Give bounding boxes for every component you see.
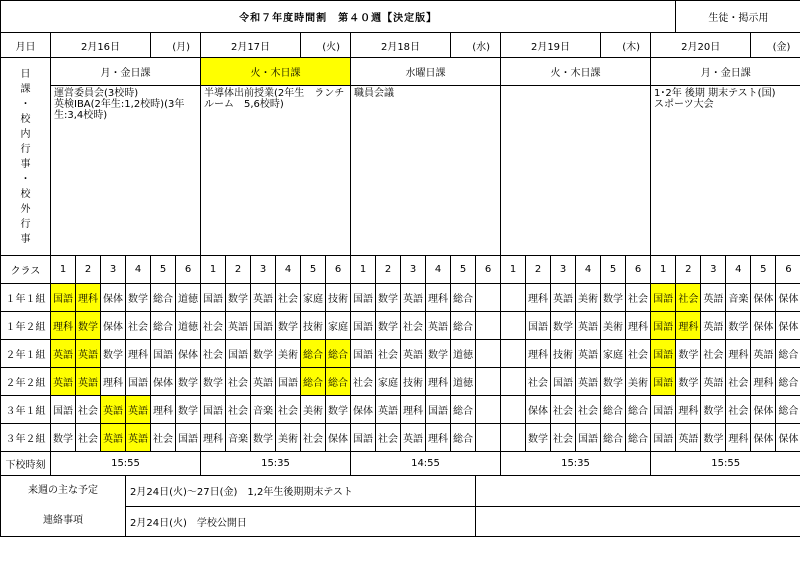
subject-cell: 英語	[251, 368, 276, 396]
subject-cell	[501, 424, 526, 452]
dismissal-label: 下校時刻	[1, 452, 51, 476]
period-number: 3	[251, 256, 276, 284]
subject-cell: 技術	[301, 312, 326, 340]
subject-cell: 数学	[376, 312, 401, 340]
subject-cell: 英語	[576, 312, 601, 340]
subject-cell: 国語	[426, 396, 451, 424]
subject-cell: 英語	[701, 312, 726, 340]
subject-cell: 理科	[676, 396, 701, 424]
dismissal-time: 15:55	[51, 452, 201, 476]
subject-cell: 国語	[176, 424, 201, 452]
subject-cell: 保体	[751, 312, 776, 340]
subject-cell: 音楽	[251, 396, 276, 424]
subject-cell: 英語	[576, 368, 601, 396]
event-item: 半導体出前授業(2年生 ランチルーム 5,6校時)	[204, 88, 345, 110]
subject-cell: 総合	[776, 368, 800, 396]
page-subtitle: 生徒・掲示用	[676, 1, 800, 33]
subject-cell: 数学	[251, 424, 276, 452]
subject-cell: 英語	[701, 368, 726, 396]
subject-cell: 英語	[576, 340, 601, 368]
daily-events-label-char: 外	[20, 203, 31, 215]
daily-events-label-char: 校	[20, 113, 31, 125]
subject-cell: 社会	[151, 424, 176, 452]
subject-cell: 英語	[551, 284, 576, 312]
day-schedule-type: 火・木日課	[501, 58, 651, 86]
subject-cell: 数学	[676, 340, 701, 368]
subject-cell: 美術	[276, 340, 301, 368]
subject-cell: 社会	[626, 340, 651, 368]
class-name: ２年２組	[1, 368, 51, 396]
subject-cell: 社会	[726, 368, 751, 396]
subject-cell: 総合	[451, 312, 476, 340]
subject-cell: 英語	[101, 396, 126, 424]
subject-cell: 道徳	[176, 312, 201, 340]
subject-cell: 数学	[101, 340, 126, 368]
subject-cell: 数学	[276, 312, 301, 340]
period-number: 2	[526, 256, 551, 284]
subject-cell: 家庭	[601, 340, 626, 368]
day-of-week: (水)	[451, 33, 501, 58]
day-date: 2月20日	[651, 33, 751, 58]
subject-cell: 道徳	[451, 368, 476, 396]
subject-cell: 英語	[226, 312, 251, 340]
subject-cell: 家庭	[376, 368, 401, 396]
subject-cell: 英語	[51, 340, 76, 368]
subject-cell: 国語	[651, 396, 676, 424]
period-number: 5	[301, 256, 326, 284]
class-name: １年２組	[1, 312, 51, 340]
dismissal-time: 15:35	[501, 452, 651, 476]
subject-cell: 保体	[776, 312, 800, 340]
subject-cell: 理科	[401, 396, 426, 424]
subject-cell: 技術	[326, 284, 351, 312]
month-day-label: 月日	[1, 33, 51, 58]
subject-cell	[501, 312, 526, 340]
subject-cell: 保体	[351, 396, 376, 424]
class-name: ３年１組	[1, 396, 51, 424]
subject-cell: 社会	[376, 340, 401, 368]
subject-cell: 総合	[451, 424, 476, 452]
event-item: 英検IBA(2年生:1,2校時)(3年生:3,4校時)	[54, 99, 185, 121]
subject-cell: 国語	[651, 368, 676, 396]
subject-cell: 美術	[601, 312, 626, 340]
subject-cell: 社会	[551, 424, 576, 452]
day-date: 2月18日	[351, 33, 451, 58]
subject-cell: 社会	[576, 396, 601, 424]
subject-cell: 理科	[676, 312, 701, 340]
subject-cell: 数学	[176, 368, 201, 396]
subject-cell: 数学	[726, 312, 751, 340]
subject-cell: 社会	[76, 424, 101, 452]
subject-cell: 数学	[226, 284, 251, 312]
page-title: 令和７年度時間割 第４０週【決定版】	[1, 1, 676, 33]
subject-cell	[501, 340, 526, 368]
period-number: 3	[701, 256, 726, 284]
subject-cell: 数学	[601, 368, 626, 396]
day-of-week: (金)	[751, 33, 800, 58]
subject-cell: 数学	[201, 368, 226, 396]
subject-cell: 数学	[426, 340, 451, 368]
period-number: 1	[351, 256, 376, 284]
subject-cell: 英語	[751, 340, 776, 368]
day-events	[651, 86, 800, 256]
subject-cell: 保体	[526, 396, 551, 424]
subject-cell: 数学	[376, 284, 401, 312]
class-name: ３年２組	[1, 424, 51, 452]
period-number: 3	[101, 256, 126, 284]
subject-cell: 英語	[101, 424, 126, 452]
note-item: 2月24日(火) 学校公開日	[126, 506, 476, 537]
subject-cell: 家庭	[301, 284, 326, 312]
daily-events-label-char: 課	[20, 83, 31, 95]
day-date: 2月17日	[201, 33, 301, 58]
subject-cell: 国語	[551, 368, 576, 396]
notes-labels	[1, 476, 126, 537]
event-item: 職員会議	[354, 88, 394, 99]
subject-cell: 道徳	[451, 340, 476, 368]
subject-cell	[501, 284, 526, 312]
subject-cell: 数学	[551, 312, 576, 340]
subject-cell: 理科	[526, 284, 551, 312]
subject-cell: 保体	[751, 424, 776, 452]
class-label: クラス	[1, 256, 51, 284]
subject-cell: 総合	[601, 396, 626, 424]
subject-cell: 理科	[201, 424, 226, 452]
subject-cell: 美術	[301, 396, 326, 424]
subject-cell: 国語	[226, 340, 251, 368]
subject-cell: 理科	[726, 340, 751, 368]
subject-cell: 理科	[151, 396, 176, 424]
subject-cell: 社会	[676, 284, 701, 312]
subject-cell: 国語	[651, 284, 676, 312]
subject-cell: 社会	[551, 396, 576, 424]
subject-cell: 社会	[276, 284, 301, 312]
subject-cell: 保体	[101, 312, 126, 340]
subject-cell: 理科	[426, 284, 451, 312]
subject-cell: 音楽	[226, 424, 251, 452]
subject-cell: 数学	[701, 396, 726, 424]
daily-events-label-char: 事	[20, 233, 31, 245]
subject-cell: 数学	[676, 368, 701, 396]
event-item: 1･2年 後期 期末テスト(国)	[654, 88, 776, 99]
period-number: 6	[776, 256, 800, 284]
subject-cell: 社会	[226, 396, 251, 424]
subject-cell: 数学	[176, 396, 201, 424]
subject-cell: 数学	[51, 424, 76, 452]
daily-events-label-char: 行	[20, 143, 31, 155]
day-events	[51, 86, 201, 256]
subject-cell: 数学	[526, 424, 551, 452]
subject-cell: 国語	[351, 424, 376, 452]
dismissal-time: 14:55	[351, 452, 501, 476]
subject-cell: 理科	[426, 368, 451, 396]
subject-cell	[476, 396, 501, 424]
subject-cell: 国語	[526, 312, 551, 340]
period-number: 4	[726, 256, 751, 284]
daily-events-label	[1, 58, 51, 256]
subject-cell: 家庭	[326, 312, 351, 340]
subject-cell: 国語	[276, 368, 301, 396]
subject-cell: 総合	[451, 284, 476, 312]
day-events	[351, 86, 501, 256]
subject-cell: 理科	[526, 340, 551, 368]
subject-cell: 社会	[701, 340, 726, 368]
subject-cell: 総合	[301, 368, 326, 396]
subject-cell: 総合	[626, 424, 651, 452]
note-item: 2月24日(火)～27日(金) 1,2年生後期期末テスト	[126, 476, 476, 507]
daily-events-label-char: ・	[20, 173, 31, 185]
subject-cell: 社会	[126, 312, 151, 340]
subject-cell	[476, 368, 501, 396]
day-events	[501, 86, 651, 256]
subject-cell	[476, 312, 501, 340]
period-number: 1	[651, 256, 676, 284]
subject-cell: 技術	[401, 368, 426, 396]
subject-cell: 数学	[601, 284, 626, 312]
subject-cell: 総合	[776, 340, 800, 368]
day-events	[201, 86, 351, 256]
subject-cell: 総合	[451, 396, 476, 424]
period-number: 1	[51, 256, 76, 284]
subject-cell: 音楽	[726, 284, 751, 312]
subject-cell: 技術	[551, 340, 576, 368]
subject-cell: 数学	[76, 312, 101, 340]
subject-cell: 国語	[576, 424, 601, 452]
period-number: 2	[76, 256, 101, 284]
subject-cell: 総合	[776, 396, 800, 424]
subject-cell: 英語	[401, 340, 426, 368]
subject-cell: 保体	[776, 284, 800, 312]
note-blank	[476, 476, 800, 507]
subject-cell: 保体	[326, 424, 351, 452]
subject-cell: 英語	[376, 396, 401, 424]
period-number: 6	[176, 256, 201, 284]
subject-cell: 英語	[76, 340, 101, 368]
subject-cell: 英語	[51, 368, 76, 396]
subject-cell: 英語	[251, 284, 276, 312]
subject-cell: 総合	[326, 340, 351, 368]
daily-events-label-char: 事	[20, 158, 31, 170]
period-number: 1	[201, 256, 226, 284]
day-schedule-type: 水曜日課	[351, 58, 501, 86]
subject-cell: 保体	[751, 284, 776, 312]
period-number: 5	[151, 256, 176, 284]
dismissal-time: 15:35	[201, 452, 351, 476]
period-number: 5	[601, 256, 626, 284]
day-schedule-type: 月・金日課	[651, 58, 800, 86]
subject-cell: 社会	[201, 312, 226, 340]
daily-events-label-char: ・	[20, 98, 31, 110]
event-item: 運営委員会(3校時)	[54, 88, 139, 99]
subject-cell: 英語	[76, 368, 101, 396]
subject-cell: 国語	[201, 284, 226, 312]
subject-cell: 国語	[651, 340, 676, 368]
day-date: 2月19日	[501, 33, 601, 58]
subject-cell	[476, 424, 501, 452]
subject-cell: 総合	[626, 396, 651, 424]
subject-cell: 英語	[701, 284, 726, 312]
daily-events-label-char: 内	[20, 128, 31, 140]
subject-cell: 英語	[426, 312, 451, 340]
subject-cell: 保体	[176, 340, 201, 368]
subject-cell: 理科	[101, 368, 126, 396]
subject-cell: 総合	[326, 368, 351, 396]
note-blank	[476, 506, 800, 537]
subject-cell: 美術	[626, 368, 651, 396]
subject-cell: 数学	[251, 340, 276, 368]
subject-cell: 社会	[626, 284, 651, 312]
subject-cell: 社会	[201, 340, 226, 368]
subject-cell: 保体	[751, 396, 776, 424]
day-of-week: (月)	[151, 33, 201, 58]
subject-cell: 総合	[601, 424, 626, 452]
period-number: 6	[476, 256, 501, 284]
subject-cell: 理科	[426, 424, 451, 452]
event-item: スポーツ大会	[654, 99, 714, 110]
period-number: 3	[551, 256, 576, 284]
subject-cell	[476, 284, 501, 312]
subject-cell: 国語	[151, 340, 176, 368]
period-number: 3	[401, 256, 426, 284]
subject-cell: 保体	[776, 424, 800, 452]
subject-cell: 理科	[751, 368, 776, 396]
subject-cell: 総合	[151, 284, 176, 312]
subject-cell: 英語	[401, 424, 426, 452]
subject-cell: 社会	[526, 368, 551, 396]
day-schedule-type: 火・木日課	[201, 58, 351, 86]
period-number: 5	[751, 256, 776, 284]
period-number: 2	[676, 256, 701, 284]
subject-cell: 英語	[126, 424, 151, 452]
subject-cell: 保体	[101, 284, 126, 312]
subject-cell: 国語	[201, 396, 226, 424]
subject-cell	[501, 396, 526, 424]
subject-cell: 国語	[51, 284, 76, 312]
subject-cell: 数学	[126, 284, 151, 312]
daily-events-label-char: 行	[20, 218, 31, 230]
subject-cell: 国語	[51, 396, 76, 424]
subject-cell: 総合	[151, 312, 176, 340]
contact-label: 連絡事項	[43, 515, 83, 526]
period-number: 4	[576, 256, 601, 284]
period-number: 2	[376, 256, 401, 284]
daily-events-label-char: 校	[20, 188, 31, 200]
period-number: 4	[276, 256, 301, 284]
subject-cell: 社会	[726, 396, 751, 424]
subject-cell: 理科	[51, 312, 76, 340]
subject-cell	[501, 368, 526, 396]
subject-cell: 理科	[626, 312, 651, 340]
class-name: １年１組	[1, 284, 51, 312]
subject-cell: 国語	[651, 424, 676, 452]
next-week-label: 来週の主な予定	[28, 485, 98, 496]
subject-cell: 数学	[701, 424, 726, 452]
period-number: 5	[451, 256, 476, 284]
period-number: 1	[501, 256, 526, 284]
period-number: 6	[326, 256, 351, 284]
subject-cell: 社会	[226, 368, 251, 396]
subject-cell: 総合	[301, 340, 326, 368]
subject-cell	[476, 340, 501, 368]
subject-cell: 社会	[276, 396, 301, 424]
subject-cell: 社会	[351, 368, 376, 396]
subject-cell: 社会	[401, 312, 426, 340]
daily-events-label-char: 日	[20, 68, 31, 80]
subject-cell: 道徳	[176, 284, 201, 312]
day-schedule-type: 月・金日課	[51, 58, 201, 86]
class-name: ２年１組	[1, 340, 51, 368]
day-of-week: (火)	[301, 33, 351, 58]
subject-cell: 国語	[126, 368, 151, 396]
subject-cell: 保体	[151, 368, 176, 396]
period-number: 6	[626, 256, 651, 284]
subject-cell: 英語	[401, 284, 426, 312]
subject-cell: 理科	[126, 340, 151, 368]
period-number: 4	[426, 256, 451, 284]
subject-cell: 英語	[126, 396, 151, 424]
subject-cell: 国語	[351, 284, 376, 312]
subject-cell: 美術	[276, 424, 301, 452]
day-date: 2月16日	[51, 33, 151, 58]
subject-cell: 国語	[251, 312, 276, 340]
period-number: 4	[126, 256, 151, 284]
day-of-week: (木)	[601, 33, 651, 58]
subject-cell: 理科	[726, 424, 751, 452]
period-number: 2	[226, 256, 251, 284]
subject-cell: 国語	[651, 312, 676, 340]
subject-cell: 社会	[376, 424, 401, 452]
subject-cell: 国語	[351, 340, 376, 368]
subject-cell: 社会	[301, 424, 326, 452]
subject-cell: 社会	[76, 396, 101, 424]
subject-cell: 国語	[351, 312, 376, 340]
dismissal-time: 15:55	[651, 452, 800, 476]
subject-cell: 理科	[76, 284, 101, 312]
subject-cell: 英語	[676, 424, 701, 452]
subject-cell: 美術	[576, 284, 601, 312]
subject-cell: 数学	[326, 396, 351, 424]
